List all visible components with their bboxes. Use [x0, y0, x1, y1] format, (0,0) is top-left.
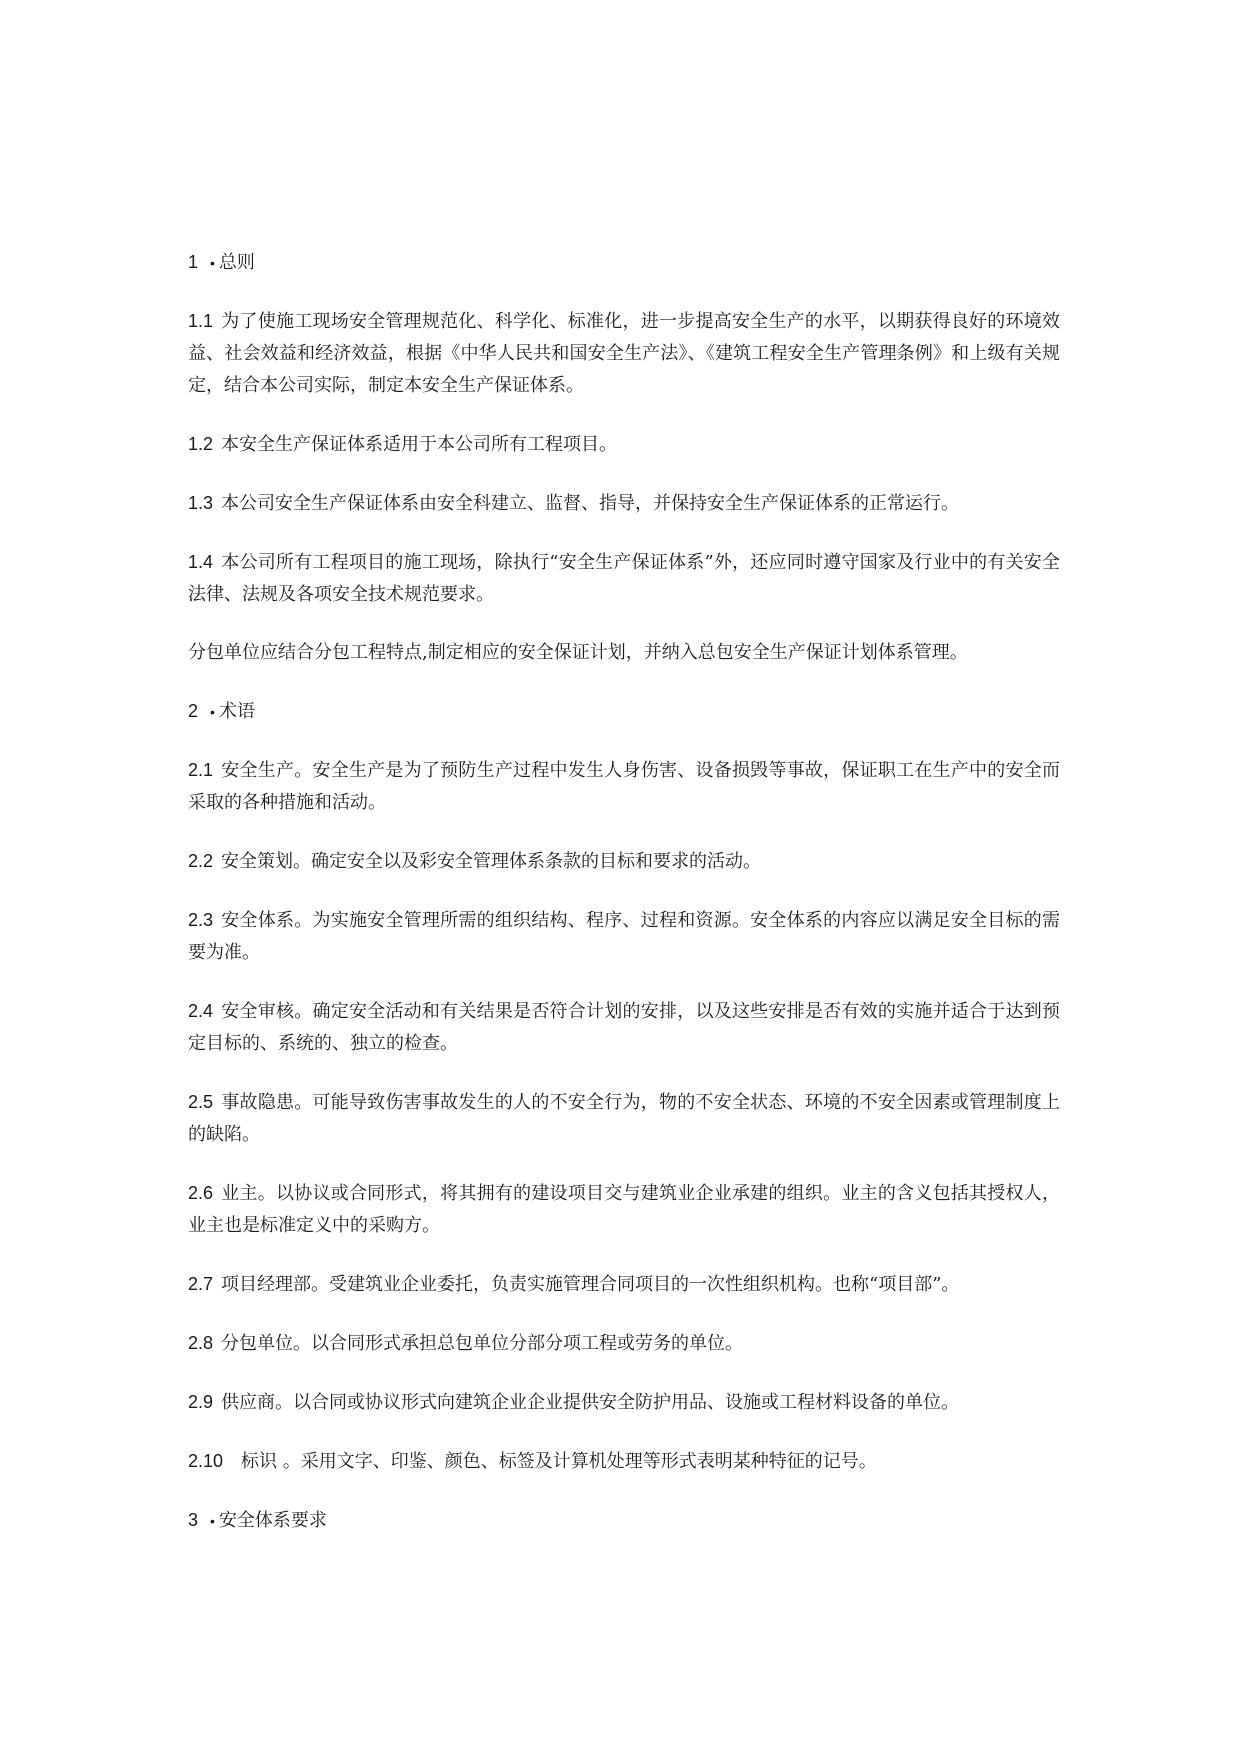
clause-number: 2.10: [188, 1451, 224, 1471]
clause-1-3: [188, 487, 1060, 520]
clause-text: 为了使施工现场安全管理规范化、科学化、标准化，进一步提高安全生产的水平，以期获得良好的环境效益、社会效益和经济效益，根据《中华人民共和国安全生产法》、《建筑工程安全生产管理条例》和上级有关规定，结合本公司实际，制定本安全生产保证体系。: [188, 311, 1060, 396]
clause-number: 2.8: [188, 1333, 214, 1353]
clause-text: 安全生产。安全生产是为了预防生产过程中发生人身伤害、设备损毁等事故，保证职工在生产中的安全而采取的各种措施和活动。: [188, 760, 1060, 813]
clause-number: 2.9: [188, 1392, 214, 1412]
clause-text: 安全策划。确定安全以及彩安全管理体系条款的目标和要求的活动。: [221, 851, 762, 872]
heading-text: 总则: [218, 252, 255, 273]
clause-2-4: [188, 995, 1060, 1060]
clause-number: 2.6: [188, 1183, 214, 1203]
clause-number: 1.1: [188, 311, 214, 331]
clause-2-3: [188, 904, 1060, 969]
section-heading-3: [188, 1504, 1060, 1537]
heading-bullet: •: [210, 1513, 215, 1529]
clause-number: 2.3: [188, 910, 214, 930]
clause-1-2: [188, 428, 1060, 461]
clause-number: 1.3: [188, 493, 214, 513]
clause-text: 供应商。以合同或协议形式向建筑企业企业提供安全防护用品、设施或工程材料设备的单位。: [221, 1392, 960, 1413]
clause-number: 1.2: [188, 434, 214, 454]
clause-text: 本安全生产保证体系适用于本公司所有工程项目。: [221, 434, 618, 455]
clause-text: 本公司所有工程项目的施工现场，除执行“安全生产保证体系”外，还应同时遵守国家及行业中的有关安全法律、法规及各项安全技术规范要求。: [188, 552, 1060, 605]
clause-number: 2.7: [188, 1274, 214, 1294]
clause-number: 2.1: [188, 760, 214, 780]
clause-text: 安全体系。为实施安全管理所需的组织结构、程序、过程和资源。安全体系的内容应以满足安全目标的需要为准。: [188, 910, 1060, 963]
clause-text: 标识 。采用文字、印鉴、颜色、标签及计算机处理等形式表明某种特征的记号。: [241, 1451, 877, 1472]
heading-number: 3: [188, 1510, 199, 1530]
subcontractor-paragraph: [188, 637, 1060, 669]
clause-1-1: [188, 305, 1060, 402]
clause-text: 安全审核。确定安全活动和有关结果是否符合计划的安排，以及这些安排是否有效的实施并适合于达到预定目标的、系统的、独立的检查。: [188, 1001, 1060, 1054]
clause-number: 2.5: [188, 1092, 214, 1112]
clause-2-10: [188, 1445, 1060, 1478]
paragraph-text: 分包单位应结合分包工程特点,制定相应的安全保证计划，并纳入总包安全生产保证计划体系管理。: [188, 642, 968, 663]
section-heading-2: [188, 695, 1060, 728]
heading-bullet: •: [210, 255, 215, 271]
clause-2-7: [188, 1268, 1060, 1301]
clause-2-1: [188, 754, 1060, 819]
clause-2-5: [188, 1086, 1060, 1151]
clause-2-8: [188, 1327, 1060, 1360]
clause-text: 项目经理部。受建筑业企业委托，负责实施管理合同项目的一次性组织机构。也称“项目部”。: [221, 1274, 960, 1295]
clause-2-6: [188, 1177, 1060, 1242]
clause-number: 2.4: [188, 1001, 214, 1021]
heading-bullet: •: [210, 704, 215, 720]
clause-number: 1.4: [188, 552, 214, 572]
heading-text: 安全体系要求: [218, 1510, 327, 1531]
heading-number: 1: [188, 252, 199, 272]
clause-2-2: [188, 845, 1060, 878]
section-heading-1: [188, 246, 1060, 279]
clause-text: 业主。以协议或合同形式，将其拥有的建设项目交与建筑业企业承建的组织。业主的含义包括其授权人，业主也是标准定义中的采购方。: [188, 1183, 1060, 1236]
clause-2-9: [188, 1386, 1060, 1419]
clause-text: 分包单位。以合同形式承担总包单位分部分项工程或劳务的单位。: [221, 1333, 744, 1354]
clause-text: 本公司安全生产保证体系由安全科建立、监督、指导，并保持安全生产保证体系的正常运行。: [221, 493, 960, 514]
clause-text: 事故隐患。可能导致伤害事故发生的人的不安全行为，物的不安全状态、环境的不安全因素或管理制度上的缺陷。: [188, 1092, 1060, 1145]
heading-number: 2: [188, 701, 199, 721]
document-body: [188, 246, 1060, 1563]
clause-number: 2.2: [188, 851, 214, 871]
heading-text: 术语: [218, 701, 255, 722]
clause-1-4: [188, 546, 1060, 611]
